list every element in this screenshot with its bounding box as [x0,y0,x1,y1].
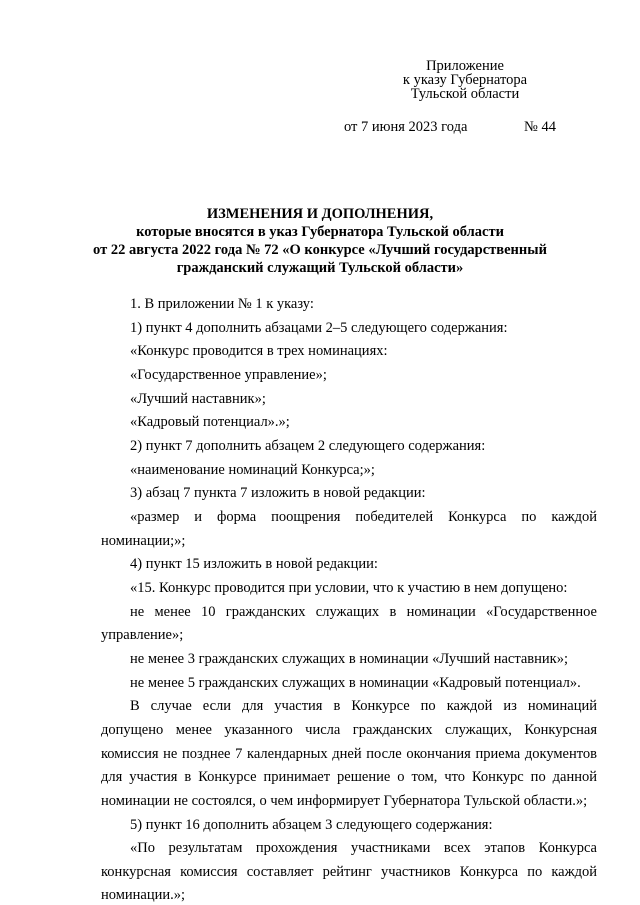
document-subtitle-line: гражданский служащий Тульской области» [176,260,464,276]
document-title: ИЗМЕНЕНИЯ И ДОПОЛНЕНИЯ, [206,206,434,222]
paragraph-line: «Кадровый потенциал».»; [130,414,290,430]
paragraph-line: «Государственное управление»; [130,367,327,383]
paragraph-line: 3) абзац 7 пункта 7 изложить в новой редакции: [130,485,426,501]
paragraph-line: номинации.»; [101,887,186,903]
paragraph-line: «15. Конкурс проводится при условии, что к участию в нем допущено: [130,580,568,596]
paragraph-line: 2) пункт 7 дополнить абзацем 2 следующего содержания: [130,438,486,454]
document-subtitle-line: которые вносятся в указ Губернатора Тульской области [136,224,504,240]
paragraph-line: «наименование номинаций Конкурса;»; [130,462,375,478]
paragraph-line: 4) пункт 15 изложить в новой редакции: [130,556,378,572]
decree-number: № 44 [524,119,556,135]
paragraph-line: «Лучший наставник»; [130,391,266,407]
paragraph-line: 1. В приложении № 1 к указу: [130,296,314,312]
paragraph-line: конкурсная комиссия составляет рейтинг участников Конкурса по каждой [101,864,597,880]
paragraph-line: не менее 3 гражданских служащих в номинации «Лучший наставник»; [130,651,568,667]
paragraph-line: 1) пункт 4 дополнить абзацами 2–5 следующего содержания: [130,320,508,336]
paragraph-line: В случае если для участия в Конкурсе по каждой из номинаций [130,698,597,714]
paragraph-line: не менее 10 гражданских служащих в номинации «Государственное [130,604,597,620]
decree-date: от 7 июня 2023 года [344,119,468,135]
paragraph-line: управление»; [101,627,184,643]
paragraph-line: для участия в Конкурсе принимает решение о том, что Конкурс по данной [101,769,597,785]
paragraph-line: 5) пункт 16 дополнить абзацем 3 следующего содержания: [130,817,493,833]
appendix-decree-label: к указу Губернатора [402,72,528,88]
paragraph-line: допущено менее указанного числа гражданских служащих, Конкурсная [101,722,597,738]
paragraph-line: «размер и форма поощрения победителей Конкурса по каждой [130,509,597,525]
paragraph-line: номинации;»; [101,533,186,549]
document-subtitle-line: от 22 августа 2022 года № 72 «О конкурсе «Лучший государственный [93,242,547,258]
paragraph-line: комиссия не позднее 7 календарных дней после окончания приема документов [101,746,597,762]
paragraph-line: «По результатам прохождения участниками всех этапов Конкурса [130,840,597,856]
appendix-region-label: Тульской области [410,86,520,102]
paragraph-line: не менее 5 гражданских служащих в номинации «Кадровый потенциал». [130,675,581,691]
appendix-label: Приложение [426,58,504,74]
paragraph-line: «Конкурс проводится в трех номинациях: [130,343,388,359]
paragraph-line: номинации не состоялся, о чем информирует Губернатора Тульской области.»; [101,793,588,809]
